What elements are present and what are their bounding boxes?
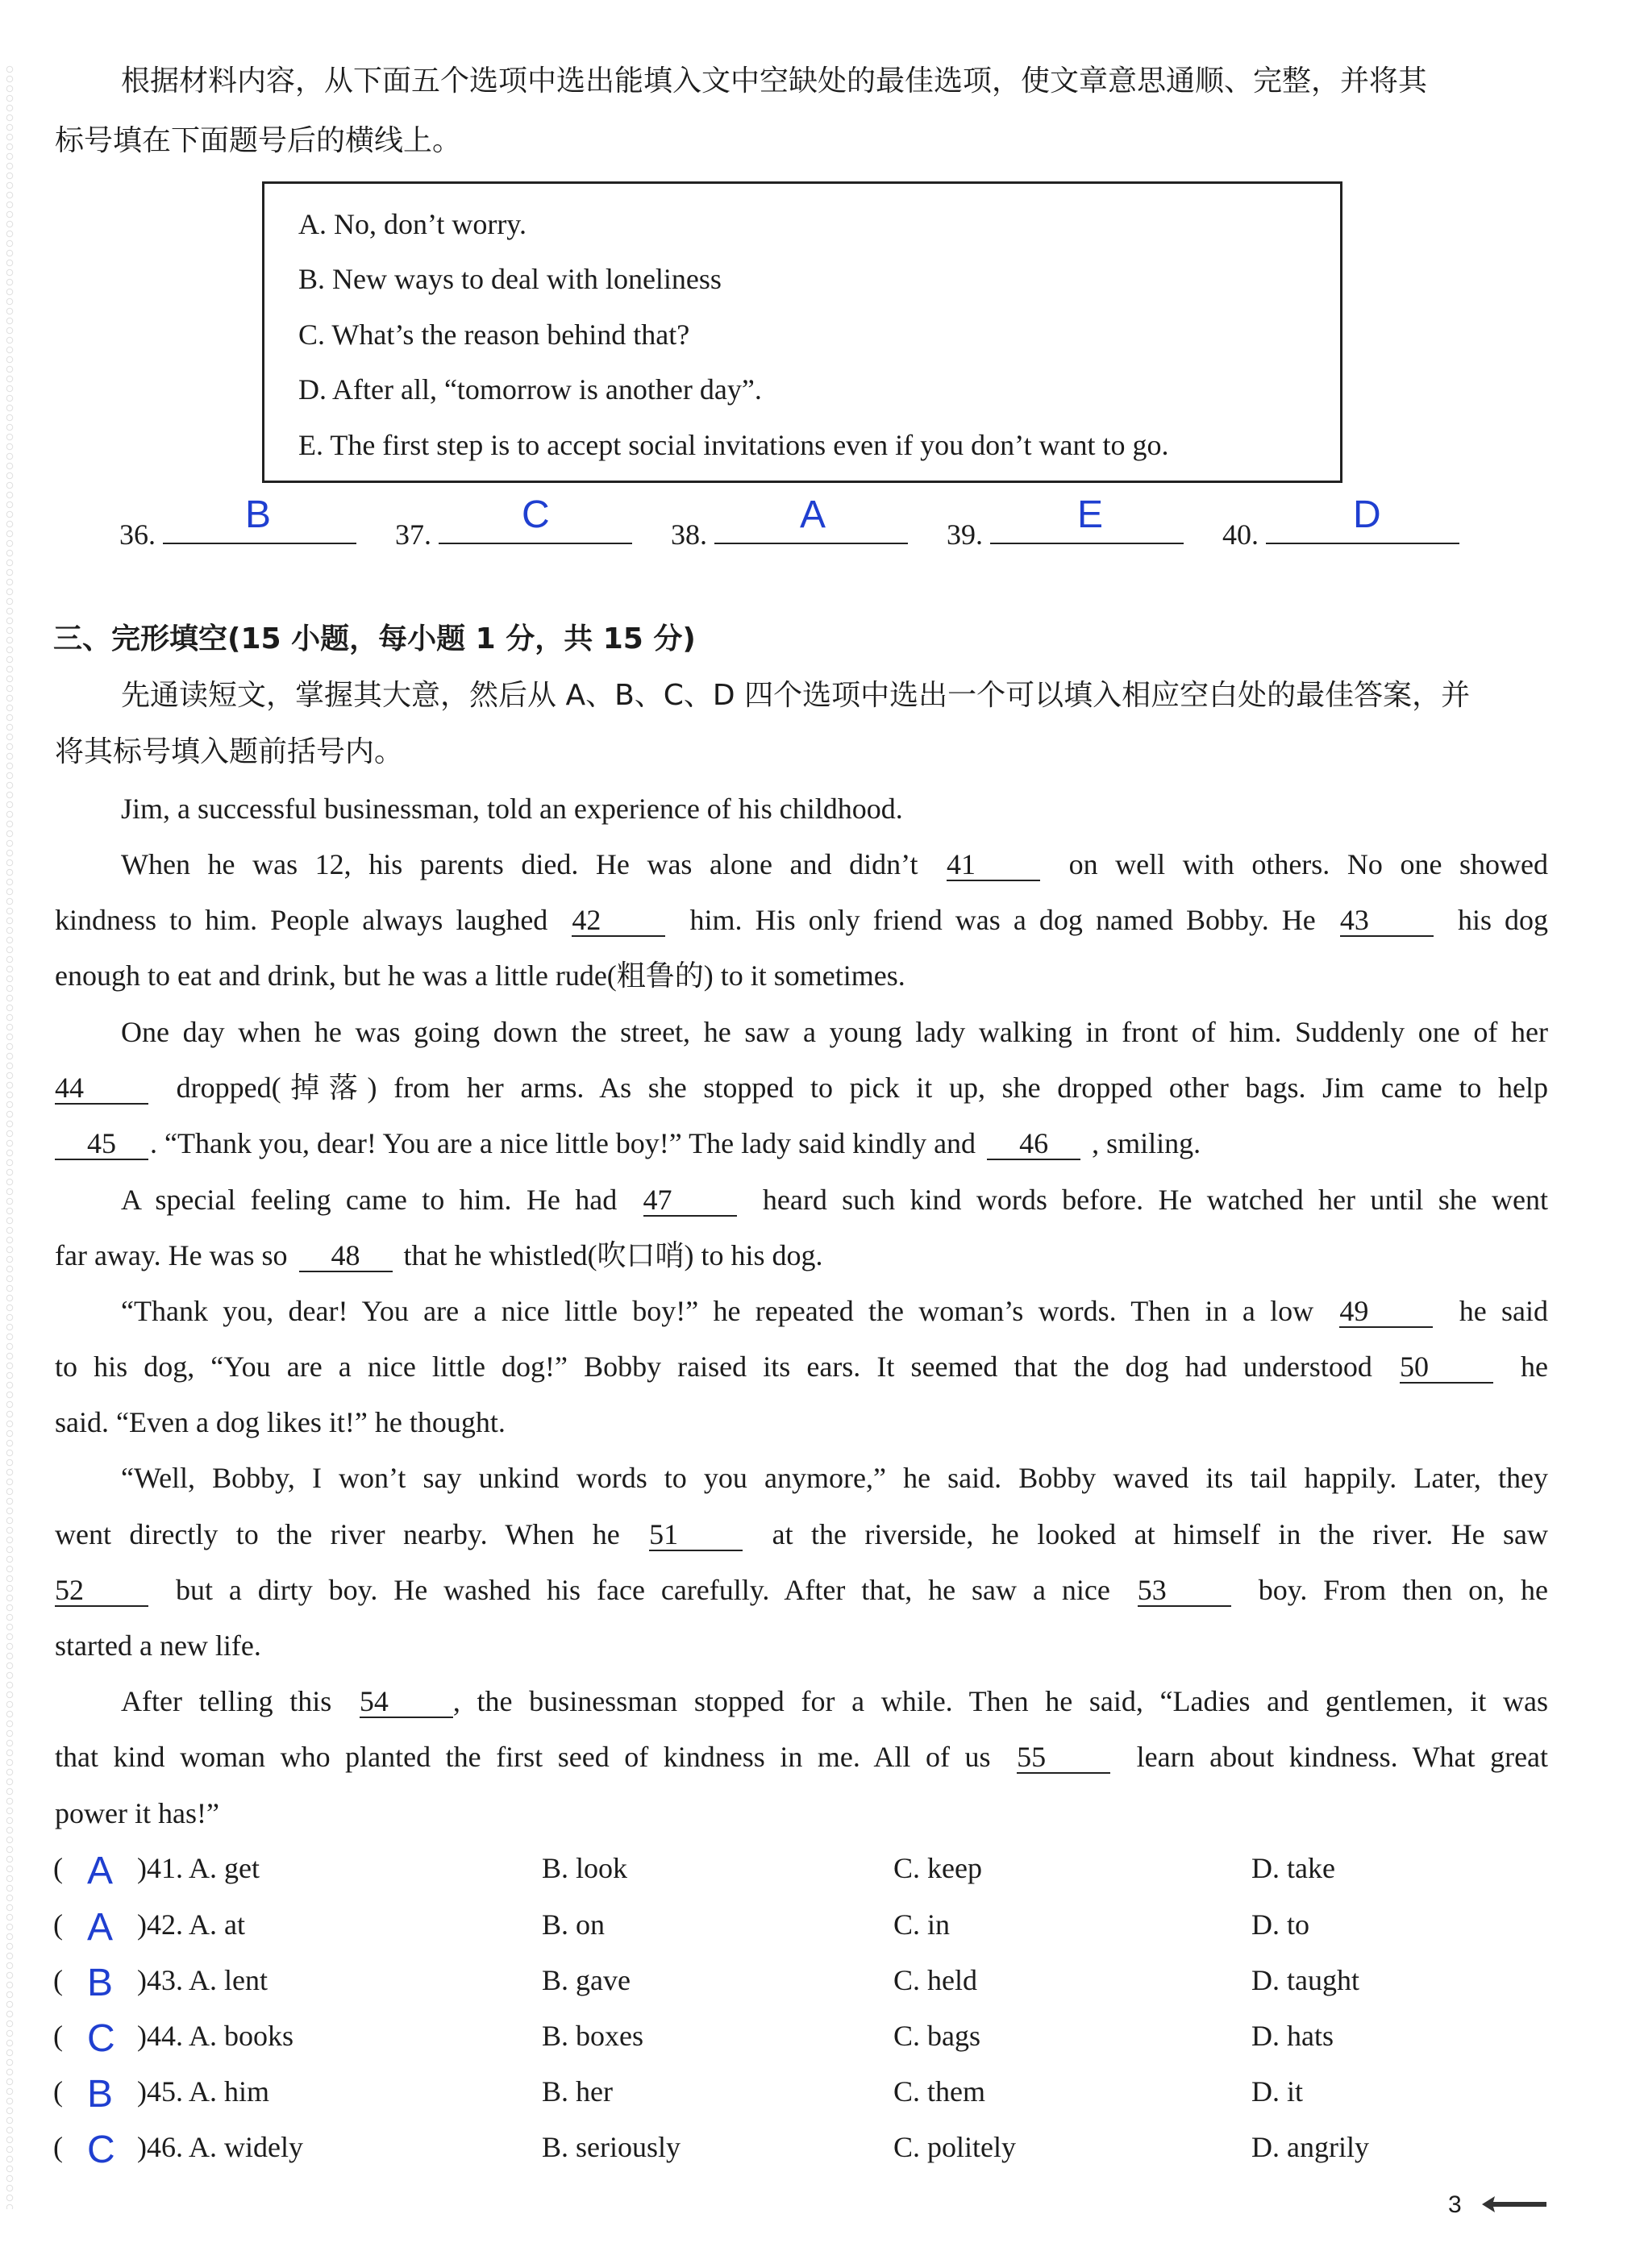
text: he said	[1459, 1295, 1549, 1327]
choice-a[interactable]: )45. A. him	[137, 2075, 270, 2108]
paren: (	[53, 2075, 63, 2108]
paren: (	[53, 2131, 63, 2163]
handwritten-answer: A	[87, 1906, 114, 1949]
blank-48[interactable]: 48	[299, 1240, 393, 1272]
choice-b[interactable]: B. on	[542, 1908, 606, 1941]
choice-c[interactable]: C. bags	[893, 2020, 980, 2052]
section-instruction-1: 先通读短文，掌握其大意，然后从 A、B、C、D 四个选项中选出一个可以填入相应空白处的最佳答案，并	[121, 679, 1471, 712]
blank-49[interactable]: 49	[1339, 1296, 1433, 1328]
choice-a[interactable]: )41. A. get	[137, 1852, 260, 1884]
blank-51[interactable]: 51	[649, 1519, 743, 1551]
passage-line	[55, 1237, 823, 1274]
passage-line	[55, 1571, 1548, 1608]
answer-40-handwritten: D	[1353, 493, 1381, 536]
text: his dog	[1457, 904, 1549, 936]
choice-d[interactable]: D. hats	[1251, 2020, 1334, 2052]
choice-b[interactable]: B. seriously	[542, 2131, 681, 2163]
paren: (	[53, 1852, 63, 1884]
passage-line	[55, 1348, 1548, 1385]
passage-line: Jim, a successful businessman, told an experience of his childhood.	[121, 793, 903, 825]
choice-c[interactable]: C. in	[893, 1908, 951, 1941]
handwritten-answer: C	[87, 2017, 115, 2060]
passage-line: said. “Even a dog likes it!” he thought.	[55, 1406, 506, 1438]
choice-b[interactable]: B. look	[542, 1852, 628, 1884]
answer-37-handwritten: C	[522, 493, 550, 536]
blank-52[interactable]: 52	[55, 1575, 148, 1607]
choice-d[interactable]: D. to	[1251, 1908, 1309, 1941]
text: dropped(掉落) from her arms. As she stopped to pick it up, she dropped other bags. Jim came to help	[176, 1072, 1549, 1104]
handwritten-answer: B	[87, 1962, 114, 2004]
handwritten-answer: A	[87, 1850, 114, 1892]
option-a: A. No, don’t worry.	[298, 208, 527, 240]
paren: (	[53, 1964, 63, 1996]
section-title: 三、完形填空(15 小题，每小题 1 分，共 15 分)	[53, 622, 696, 655]
blank-43[interactable]: 43	[1340, 905, 1434, 937]
choice-c[interactable]: C. politely	[893, 2131, 1016, 2163]
instruction-line-1: 根据材料内容，从下面五个选项中选出能填入文中空缺处的最佳选项，使文章意思通顺、完整，并将其	[121, 65, 1428, 98]
answer-37-number: 37.	[395, 518, 431, 551]
paren: (	[53, 2020, 63, 2052]
text: went directly to the river nearby. When he	[55, 1518, 620, 1550]
passage-line	[55, 1738, 1548, 1775]
arrow-left-icon	[1482, 2195, 1546, 2214]
answer-36	[119, 510, 356, 553]
blank-45[interactable]: 45	[55, 1128, 148, 1160]
passage-line	[121, 1181, 1548, 1218]
option-d: D. After all, “tomorrow is another day”.	[298, 373, 762, 406]
choice-a[interactable]: )43. A. lent	[137, 1964, 268, 1996]
answer-39	[947, 510, 1184, 553]
passage-line	[55, 1125, 1201, 1162]
choice-a[interactable]: )42. A. at	[137, 1908, 245, 1941]
instruction-line-2: 标号填在下面题号后的横线上。	[55, 124, 462, 157]
passage-line	[55, 1516, 1548, 1553]
text: A special feeling came to him. He had	[121, 1184, 618, 1216]
text: heard such kind words before. He watched her until she went	[762, 1184, 1549, 1216]
text: on well with others. No one showed	[1068, 848, 1548, 880]
choice-d[interactable]: D. angrily	[1251, 2131, 1369, 2163]
text: , the businessman stopped for a while. Then he said, “Ladies and gentlemen, it was	[452, 1685, 1548, 1717]
text: “Thank you, dear! You are a nice little boy!” he repeated the woman’s words. Then in a low	[121, 1295, 1314, 1327]
passage-line: power it has!”	[55, 1797, 219, 1829]
blank-44[interactable]: 44	[55, 1072, 148, 1105]
passage-line: started a new life.	[55, 1629, 261, 1662]
passage-line	[121, 846, 1548, 883]
text: far away. He was so	[55, 1239, 288, 1271]
option-e: E. The first step is to accept social invitations even if you don’t want to go.	[298, 429, 1169, 461]
choice-c[interactable]: C. keep	[893, 1852, 982, 1884]
section-instruction-2: 将其标号填入题前括号内。	[55, 735, 404, 768]
answer-38	[671, 510, 908, 553]
choice-a[interactable]: )44. A. books	[137, 2020, 294, 2052]
choice-d[interactable]: D. take	[1251, 1852, 1335, 1884]
blank-42[interactable]: 42	[572, 905, 665, 937]
choice-c[interactable]: C. them	[893, 2075, 985, 2108]
passage-line: enough to eat and drink, but he was a little rude(粗鲁的) to it sometimes.	[55, 959, 905, 992]
answer-40	[1222, 510, 1459, 553]
choice-c[interactable]: C. held	[893, 1964, 977, 1996]
blank-47[interactable]: 47	[643, 1184, 737, 1217]
text: that he whistled(吹口哨) to his dog.	[403, 1239, 823, 1271]
answer-36-handwritten: B	[245, 493, 272, 536]
blank-53[interactable]: 53	[1138, 1575, 1231, 1607]
passage-line: “Well, Bobby, I won’t say unkind words to you anymore,” he said. Bobby waved its tail happily. Later, they	[121, 1462, 1548, 1494]
text: , smiling.	[1092, 1127, 1201, 1159]
text: at the riverside, he looked at himself in the river. He saw	[772, 1518, 1549, 1550]
choice-d[interactable]: D. it	[1251, 2075, 1304, 2108]
answer-39-handwritten: E	[1077, 493, 1104, 536]
handwritten-answer: C	[87, 2129, 115, 2171]
text: . “Thank you, dear! You are a nice little boy!” The lady said kindly and	[150, 1127, 976, 1159]
passage-line	[121, 1292, 1548, 1330]
answer-40-number: 40.	[1222, 518, 1259, 551]
text: he	[1521, 1350, 1549, 1383]
choice-a[interactable]: )46. A. widely	[137, 2131, 303, 2163]
passage-line: One day when he was going down the street, he saw a young lady walking in front of him. Suddenly one of her	[121, 1016, 1548, 1048]
text: to his dog, “You are a nice little dog!” Bobby raised its ears. It seemed that the dog had understood	[55, 1350, 1372, 1383]
paren: (	[53, 1908, 63, 1941]
option-b: B. New ways to deal with loneliness	[298, 263, 722, 295]
blank-41[interactable]: 41	[947, 849, 1040, 881]
passage-line	[55, 1069, 1548, 1106]
text: learn about kindness. What great	[1136, 1741, 1549, 1773]
answer-36-number: 36.	[119, 518, 156, 551]
answer-38-handwritten: A	[800, 493, 826, 536]
choice-b[interactable]: B. her	[542, 2075, 613, 2108]
answer-38-number: 38.	[671, 518, 707, 551]
text: After telling this	[121, 1685, 332, 1717]
blank-54[interactable]: 54	[360, 1686, 453, 1718]
answer-39-number: 39.	[947, 518, 983, 551]
handwritten-answer: B	[87, 2073, 114, 2116]
text: him. His only friend was a dog named Bobby. He	[689, 904, 1316, 936]
passage-line	[55, 901, 1548, 938]
blank-46[interactable]: 46	[987, 1128, 1080, 1160]
page-number: 3	[1448, 2191, 1462, 2218]
choice-b[interactable]: B. boxes	[542, 2020, 643, 2052]
blank-50[interactable]: 50	[1400, 1351, 1493, 1384]
choice-d[interactable]: D. taught	[1251, 1964, 1359, 1996]
binding-edge	[5, 65, 15, 2209]
blank-55[interactable]: 55	[1017, 1742, 1110, 1774]
text: that kind woman who planted the first seed of kindness in me. All of us	[55, 1741, 991, 1773]
text: boy. From then on, he	[1258, 1574, 1549, 1606]
text: When he was 12, his parents died. He was alone and didn’t	[121, 848, 918, 880]
text: kindness to him. People always laughed	[55, 904, 548, 936]
option-c: C. What’s the reason behind that?	[298, 318, 690, 351]
text: but a dirty boy. He washed his face carefully. After that, he saw a nice	[175, 1574, 1110, 1606]
choice-b[interactable]: B. gave	[542, 1964, 631, 1996]
passage-line	[121, 1683, 1548, 1720]
answer-37	[395, 510, 632, 553]
